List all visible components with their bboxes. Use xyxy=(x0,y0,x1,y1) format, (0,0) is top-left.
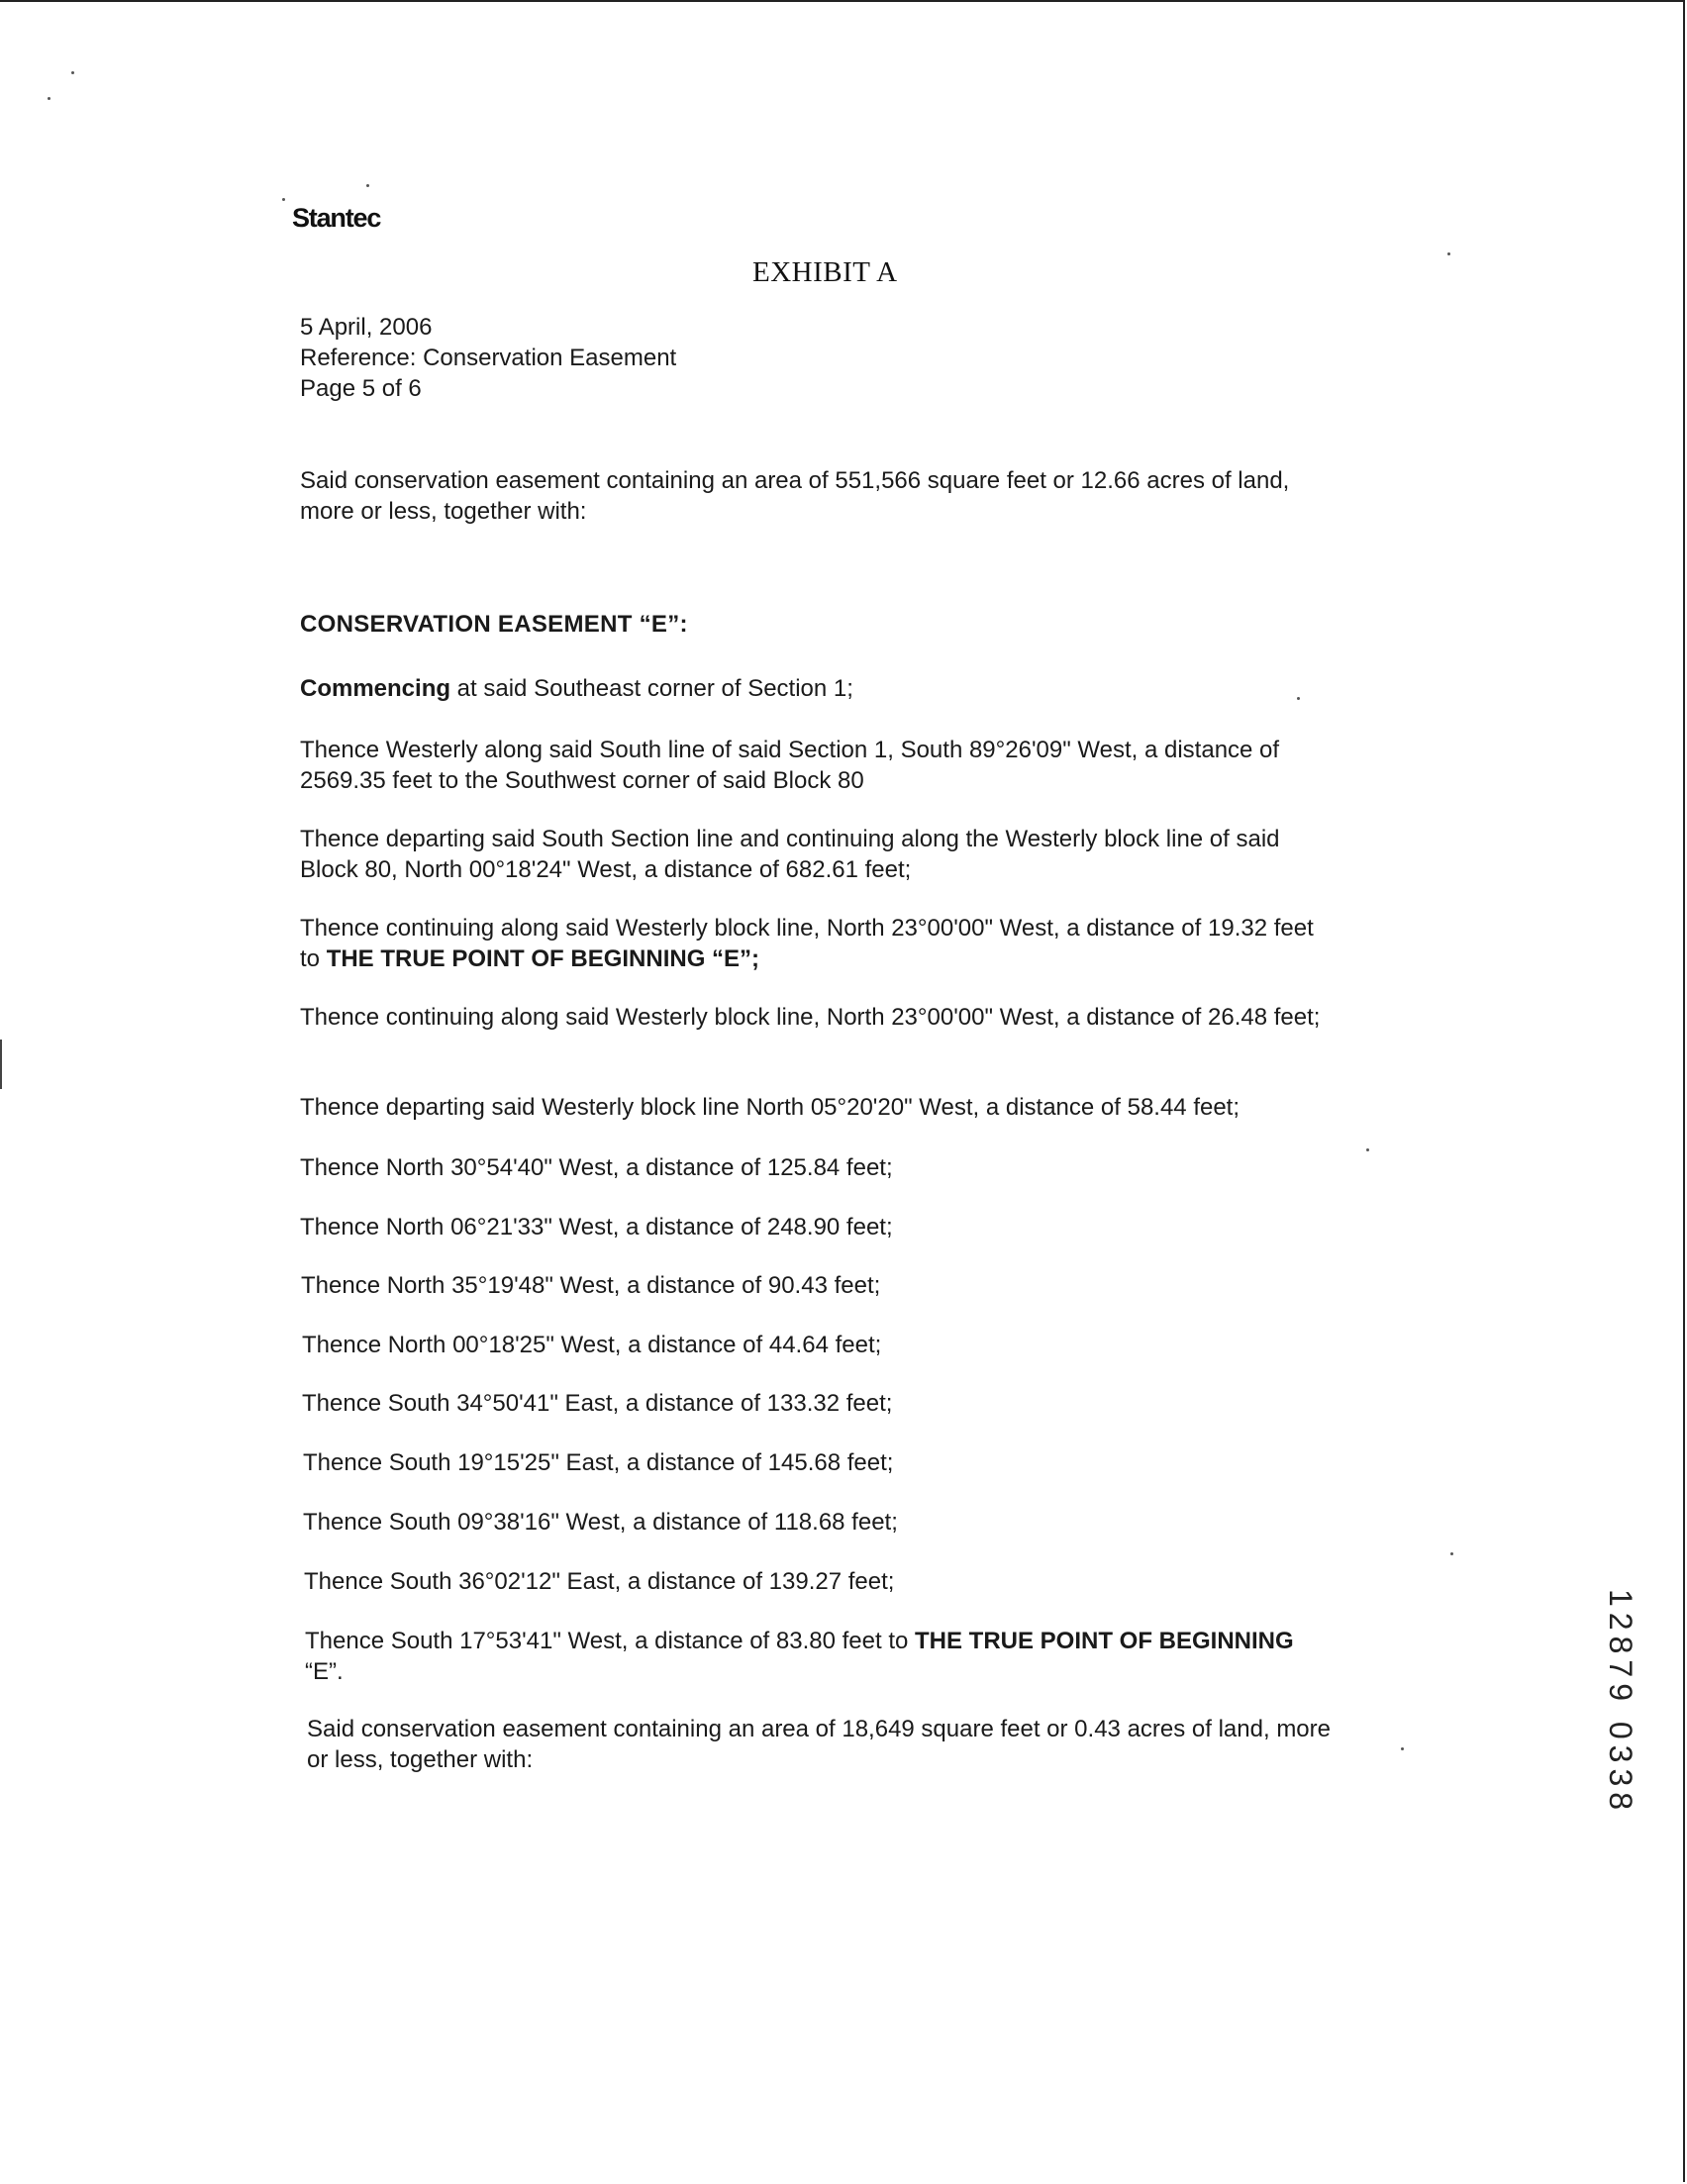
true-point-of-beginning-final: THE TRUE POINT OF BEGINNING xyxy=(915,1628,1294,1654)
document-date: 5 April, 2006 xyxy=(300,314,433,341)
closing-paragraph: Said conservation easement containing an area of 18,649 square feet or 0.43 acres of land, more or less, together with: xyxy=(307,1716,1331,1773)
scan-speck xyxy=(282,198,285,201)
recording-stamp xyxy=(1599,1589,1638,1866)
page-number: Page 5 of 6 xyxy=(300,375,422,402)
course-paragraph-4: Thence continuing along said Westerly block line, North 23°00'00" West, a distance of 26.48 feet; xyxy=(300,1004,1321,1031)
course-paragraph-1: Thence Westerly along said South line of said Section 1, South 89°26'09" West, a distance of 2569.35 feet to the Southwest corner of said Block 80 xyxy=(300,737,1280,794)
course-paragraph-14-tail: “E”. xyxy=(305,1658,344,1685)
course-paragraph-14-text: Thence South 17°53'41" West, a distance of 83.80 feet to xyxy=(305,1628,915,1654)
course-paragraph-8: Thence North 35°19'48" West, a distance of 90.43 feet; xyxy=(301,1272,881,1299)
course-paragraph-14 xyxy=(305,1626,1335,1687)
scan-speck xyxy=(1401,1747,1404,1750)
course-paragraph-13: Thence South 36°02'12" East, a distance of 139.27 feet; xyxy=(304,1568,895,1595)
commencing-text: at said Southeast corner of Section 1; xyxy=(450,675,853,702)
course-paragraph-12: Thence South 09°38'16" West, a distance of 118.68 feet; xyxy=(303,1509,898,1536)
exhibit-title: EXHIBIT A xyxy=(752,256,898,288)
commencing-paragraph xyxy=(300,673,1330,704)
scan-speck xyxy=(1447,252,1450,255)
recording-number: 12879 0338 xyxy=(1603,1589,1638,1817)
scan-speck xyxy=(366,184,369,187)
document-header xyxy=(300,312,676,404)
commencing-keyword: Commencing xyxy=(300,675,451,702)
scan-speck xyxy=(1450,1552,1453,1555)
true-point-of-beginning: THE TRUE POINT OF BEGINNING “E”; xyxy=(326,945,760,972)
intro-paragraph: Said conservation easement containing an area of 551,566 square feet or 12.66 acres of land, more or less, together with: xyxy=(300,467,1290,525)
scan-speck xyxy=(48,97,50,100)
course-paragraph-3 xyxy=(300,913,1330,974)
scan-edge-mark xyxy=(0,1040,2,1089)
course-paragraph-7: Thence North 06°21'33" West, a distance of 248.90 feet; xyxy=(300,1214,893,1241)
course-paragraph-3-text: Thence continuing along said Westerly block line, North 23°00'00" West, a distance of 19.32 feet to xyxy=(300,915,1314,972)
course-paragraph-2: Thence departing said South Section line and continuing along the Westerly block line of said Block 80, North 00°18'24" West, a distance of 682.61 feet; xyxy=(300,826,1280,883)
document-reference: Reference: Conservation Easement xyxy=(300,345,677,371)
course-paragraph-9: Thence North 00°18'25" West, a distance of 44.64 feet; xyxy=(302,1332,882,1358)
course-paragraph-6: Thence North 30°54'40" West, a distance of 125.84 feet; xyxy=(300,1154,893,1181)
scan-speck xyxy=(71,71,74,74)
scan-speck xyxy=(1366,1148,1369,1151)
section-heading: CONSERVATION EASEMENT “E”: xyxy=(300,611,688,638)
course-paragraph-11: Thence South 19°15'25" East, a distance of 145.68 feet; xyxy=(303,1449,894,1476)
course-paragraph-10: Thence South 34°50'41" East, a distance of 133.32 feet; xyxy=(302,1390,893,1417)
course-paragraph-5: Thence departing said Westerly block line North 05°20'20" West, a distance of 58.44 feet; xyxy=(300,1094,1240,1121)
company-logo: Stantec xyxy=(292,203,381,233)
